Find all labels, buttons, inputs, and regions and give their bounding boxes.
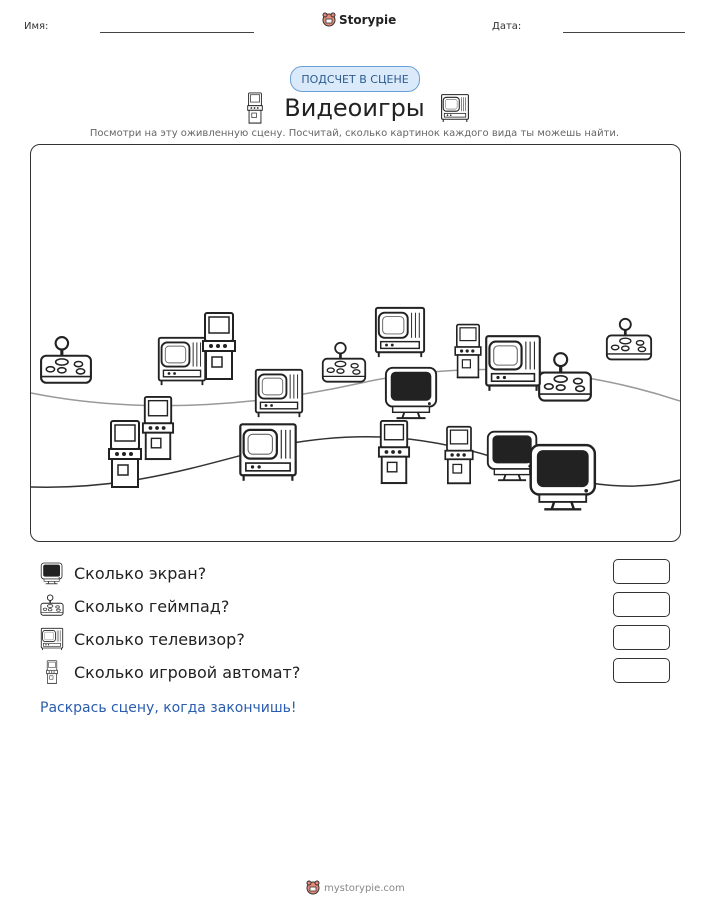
name-label: Имя: [24,21,49,32]
counting-scene [30,144,681,542]
footer-site [306,880,405,896]
arcade-machine [379,421,409,483]
page-title: Видеоигры [284,94,425,122]
answer-box-arcade[interactable] [613,658,670,683]
answer-box-screen[interactable] [613,559,670,584]
screen-icon [40,561,64,585]
arcade-machine [143,397,173,459]
gamepad [41,337,91,383]
question-text: Сколько игровой автомат? [74,662,301,682]
date-line[interactable] [563,32,685,33]
arcade-machine [109,421,141,487]
coloring-note: Раскрась сцену, когда закончишь! [40,700,297,716]
arcade-machine [455,325,481,378]
title-tv-icon [440,93,470,123]
answer-box-tv[interactable] [613,625,670,650]
screen [488,432,537,481]
question-screen [40,561,206,585]
screen [531,445,595,509]
television [256,370,302,417]
television [486,336,540,391]
television [376,308,424,357]
arcade-icon [40,660,64,684]
screen [386,368,436,418]
name-line[interactable] [100,32,254,33]
arcade-machine [203,313,235,379]
brand-logo [322,12,396,28]
date-label: Дата: [492,21,522,32]
question-tv [40,627,245,651]
television [240,424,295,480]
site-url: mystorypie.com [324,882,405,894]
gamepad [323,343,365,382]
brand-name: Storypie [339,13,397,27]
question-text: Сколько экран? [74,563,207,583]
gamepad [539,353,591,400]
question-gamepad [40,594,229,618]
question-arcade [40,660,300,684]
arcade-machine [445,427,472,484]
activity-badge: ПОДСЧЕТ В СЦЕНЕ [290,66,420,92]
instructions: Посмотри на эту оживленную сцену. Посчитай, сколько картинок каждого вида ты можешь найти. [89,128,620,139]
tv-icon [40,627,64,651]
television [159,338,205,385]
storypie-mascot-icon [322,12,336,28]
gamepad-icon [40,594,64,618]
question-text: Сколько телевизор? [74,629,245,649]
storypie-mascot-icon [306,880,320,896]
scene-illustration [31,145,680,541]
gamepad [607,319,651,360]
answer-box-gamepad[interactable] [613,592,670,617]
question-text: Сколько геймпад? [74,596,230,616]
